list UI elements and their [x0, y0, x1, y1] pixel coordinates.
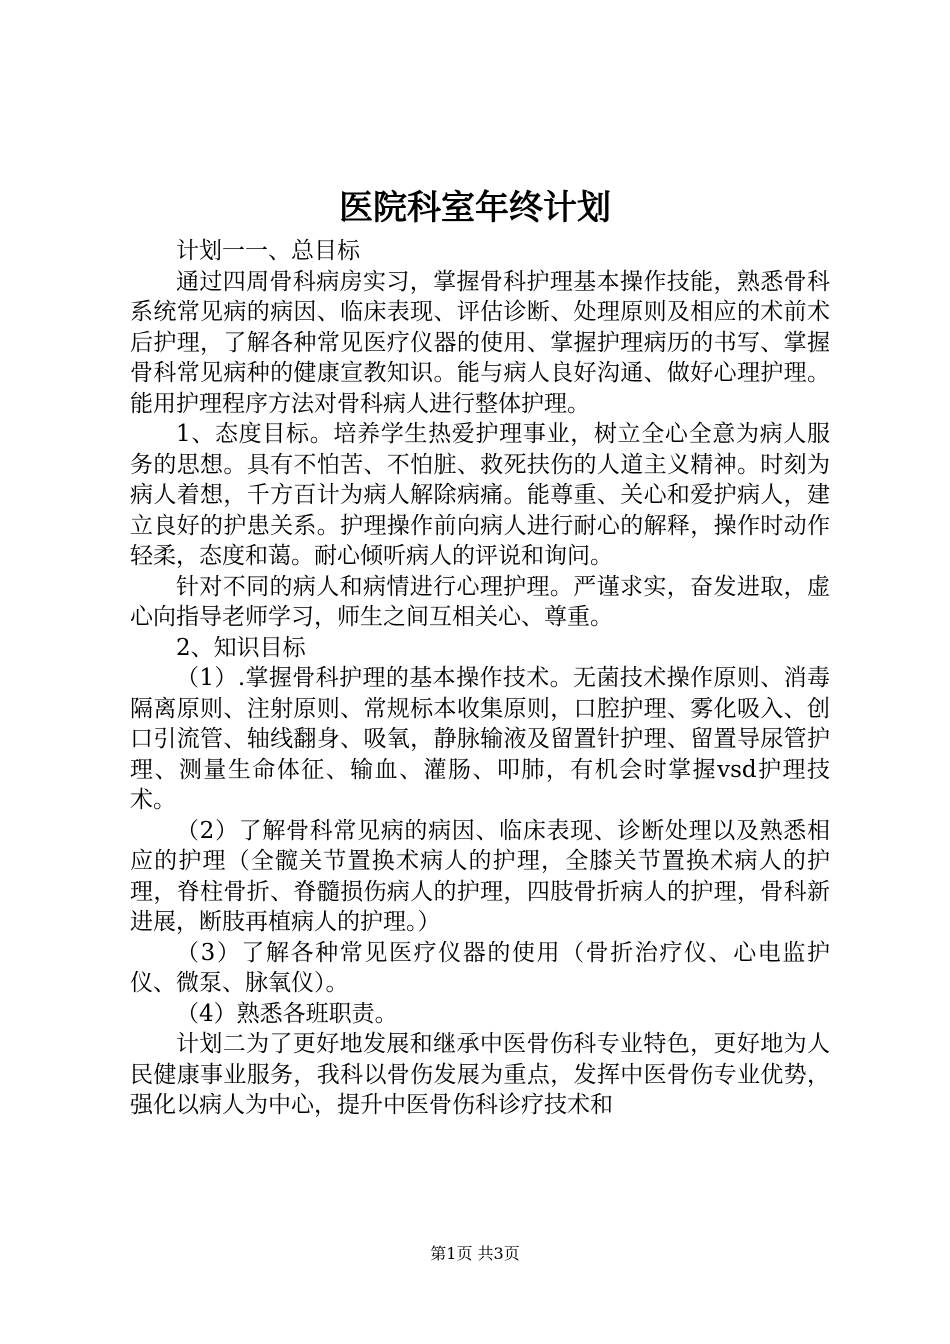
paragraph-knowledge-item-4: （4）熟悉各班职责。 — [176, 1000, 398, 1027]
paragraph-plan-one-heading: 计划一一、总目标 — [176, 238, 360, 264]
paragraph-knowledge-item-2: （2）了解骨科常见病的病因、临床表现、诊断处理以及熟悉相应的护理（全髋关节置换术病人的护理，全膝关节置换术病人的护理，脊柱骨折、脊髓损伤病人的护理，四肢骨折病人的护理，骨科新进展，断肢再植病人的护理。） — [130, 817, 830, 935]
paragraph-knowledge-item-3: （3）了解各种常见医疗仪器的使用（骨折治疗仪、心电监护仪、微泵、脉氧仪）。 — [130, 939, 830, 996]
paragraph-knowledge-item-1: （1）.掌握骨科护理的基本操作技术。无菌技术操作原则、消毒隔离原则、注射原则、常规标本收集原则，口腔护理、雾化吸入、创口引流管、轴线翻身、吸氧，静脉输液及留置针护理、留置导尿管护理、测量生命体征、输血、灌肠、叩肺，有机会时掌握vsd护理技术。 — [130, 665, 830, 813]
document-body — [130, 236, 830, 1121]
document-title: 医院科室年终计划 — [339, 188, 611, 228]
paragraph-overall-goal: 通过四周骨科病房实习，掌握骨科护理基本操作技能，熟悉骨科系统常见病的病因、临床表现、评估诊断、处理原则及相应的术前术后护理，了解各种常见医疗仪器的使用、掌握护理病历的书写、掌握骨科常见病种的健康宣教知识。能与病人良好沟通、做好心理护理。能用护理程序方法对骨科病人进行整体护理。 — [130, 268, 830, 417]
paragraph-plan-two: 计划二为了更好地发展和继承中医骨伤科专业特色，更好地为人民健康事业服务，我科以骨伤发展为重点，发挥中医骨伤专业优势，强化以病人为中心，提升中医骨伤科诊疗技术和 — [130, 1031, 830, 1118]
page-footer: 第1页 共3页 — [430, 1244, 520, 1263]
paragraph-attitude-goal: 1、态度目标。培养学生热爱护理事业，树立全心全意为病人服务的思想。具有不怕苦、不怕脏、救死扶伤的人道主义精神。时刻为病人着想，千方百计为病人解除病痛。能尊重、关心和爱护病人，建立良好的护患关系。护理操作前向病人进行耐心的解释，操作时动作轻柔，态度和蔼。耐心倾听病人的评说和询问。 — [130, 421, 830, 569]
paragraph-knowledge-goal-heading: 2、知识目标 — [176, 634, 306, 661]
paragraph-psych-care: 针对不同的病人和病情进行心理护理。严谨求实，奋发进取，虚心向指导老师学习，师生之间互相关心、尊重。 — [130, 573, 830, 630]
